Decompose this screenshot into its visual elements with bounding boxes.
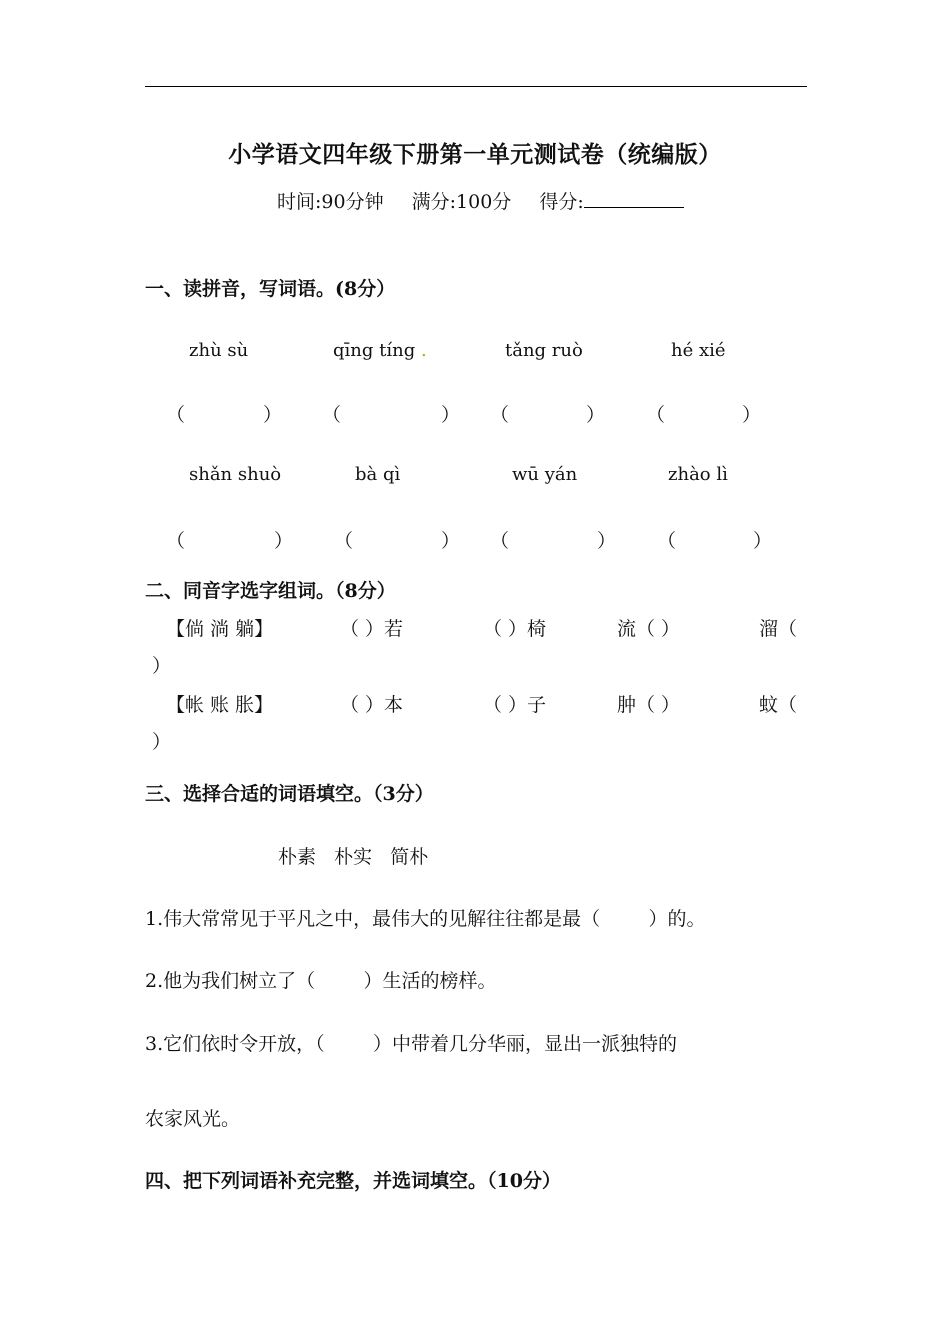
section-4-heading: 四、把下列词语补充完整，并选词填空。（10分） xyxy=(145,1170,561,1192)
answer-blank-open[interactable]: （ xyxy=(166,404,186,426)
fill-1b[interactable]: （ ）椅 xyxy=(483,618,547,640)
section-2-heading: 二、同音字选字组词。（8分） xyxy=(145,580,396,602)
char-group-1: 【倘 淌 躺】 xyxy=(166,618,274,640)
exam-meta xyxy=(277,187,706,214)
answer-blank-open[interactable]: （ xyxy=(646,404,666,426)
fill-1d[interactable]: 溜（ xyxy=(759,618,798,640)
score-label: 得分: xyxy=(539,191,584,213)
question-3-cont: 农家风光。 xyxy=(145,1108,241,1130)
pinyin-1: zhù sù xyxy=(189,340,249,361)
question-1[interactable]: 1.伟大常常见于平凡之中，最伟大的见解往往都是最（ ）的。 xyxy=(145,908,706,930)
answer-blank-open[interactable]: （ xyxy=(322,404,342,426)
answer-blank-close: ） xyxy=(274,530,294,552)
answer-blank-open[interactable]: （ xyxy=(490,530,510,552)
pinyin-4: hé xié xyxy=(671,340,726,361)
full-score-info: 满分:100分 xyxy=(411,191,512,213)
char-group-2: 【帐 账 胀】 xyxy=(166,694,274,716)
fill-1a[interactable]: （ ）若 xyxy=(340,618,404,640)
answer-blank-close: ） xyxy=(441,404,461,426)
pinyin-7: wū yán xyxy=(512,464,578,485)
section-1-heading: 一、读拼音，写词语。(8分） xyxy=(145,278,396,300)
word-options: 朴素 朴实 简朴 xyxy=(278,846,429,868)
fill-2b[interactable]: （ ）子 xyxy=(483,694,547,716)
section-3-heading: 三、选择合适的词语填空。（3分） xyxy=(145,783,434,805)
pinyin-5: shǎn shuò xyxy=(189,464,282,485)
question-2[interactable]: 2.他为我们树立了（ ）生活的榜样。 xyxy=(145,970,497,992)
fill-1c[interactable]: 流（ ） xyxy=(617,618,681,640)
score-blank[interactable] xyxy=(584,189,684,208)
fill-1d-wrap: ） xyxy=(152,655,172,677)
answer-blank-open[interactable]: （ xyxy=(490,404,510,426)
fill-2d[interactable]: 蚊（ xyxy=(759,694,798,716)
answer-blank-close: ） xyxy=(597,530,617,552)
fill-2d-wrap: ） xyxy=(152,731,172,753)
answer-blank-open[interactable]: （ xyxy=(334,530,354,552)
answer-blank-open[interactable]: （ xyxy=(166,530,186,552)
header-rule xyxy=(145,86,807,87)
answer-blank-close: ） xyxy=(263,404,283,426)
fill-2a[interactable]: （ ）本 xyxy=(340,694,404,716)
pinyin-3: tǎng ruò xyxy=(505,340,583,361)
pinyin-2: qīng tíng . xyxy=(333,340,427,361)
question-3[interactable]: 3.它们依时令开放，（ ）中带着几分华丽，显出一派独特的 xyxy=(145,1033,677,1055)
answer-blank-open[interactable]: （ xyxy=(657,530,677,552)
pinyin-6: bà qì xyxy=(355,464,401,485)
answer-blank-close: ） xyxy=(753,530,773,552)
page-title: 小学语文四年级下册第一单元测试卷（统编版） xyxy=(228,141,722,168)
answer-blank-close: ） xyxy=(441,530,461,552)
answer-blank-close: ） xyxy=(586,404,606,426)
pinyin-8: zhào lì xyxy=(668,464,728,485)
time-info: 时间:90分钟 xyxy=(277,191,384,213)
answer-blank-close: ） xyxy=(742,404,762,426)
fill-2c[interactable]: 肿（ ） xyxy=(617,694,681,716)
